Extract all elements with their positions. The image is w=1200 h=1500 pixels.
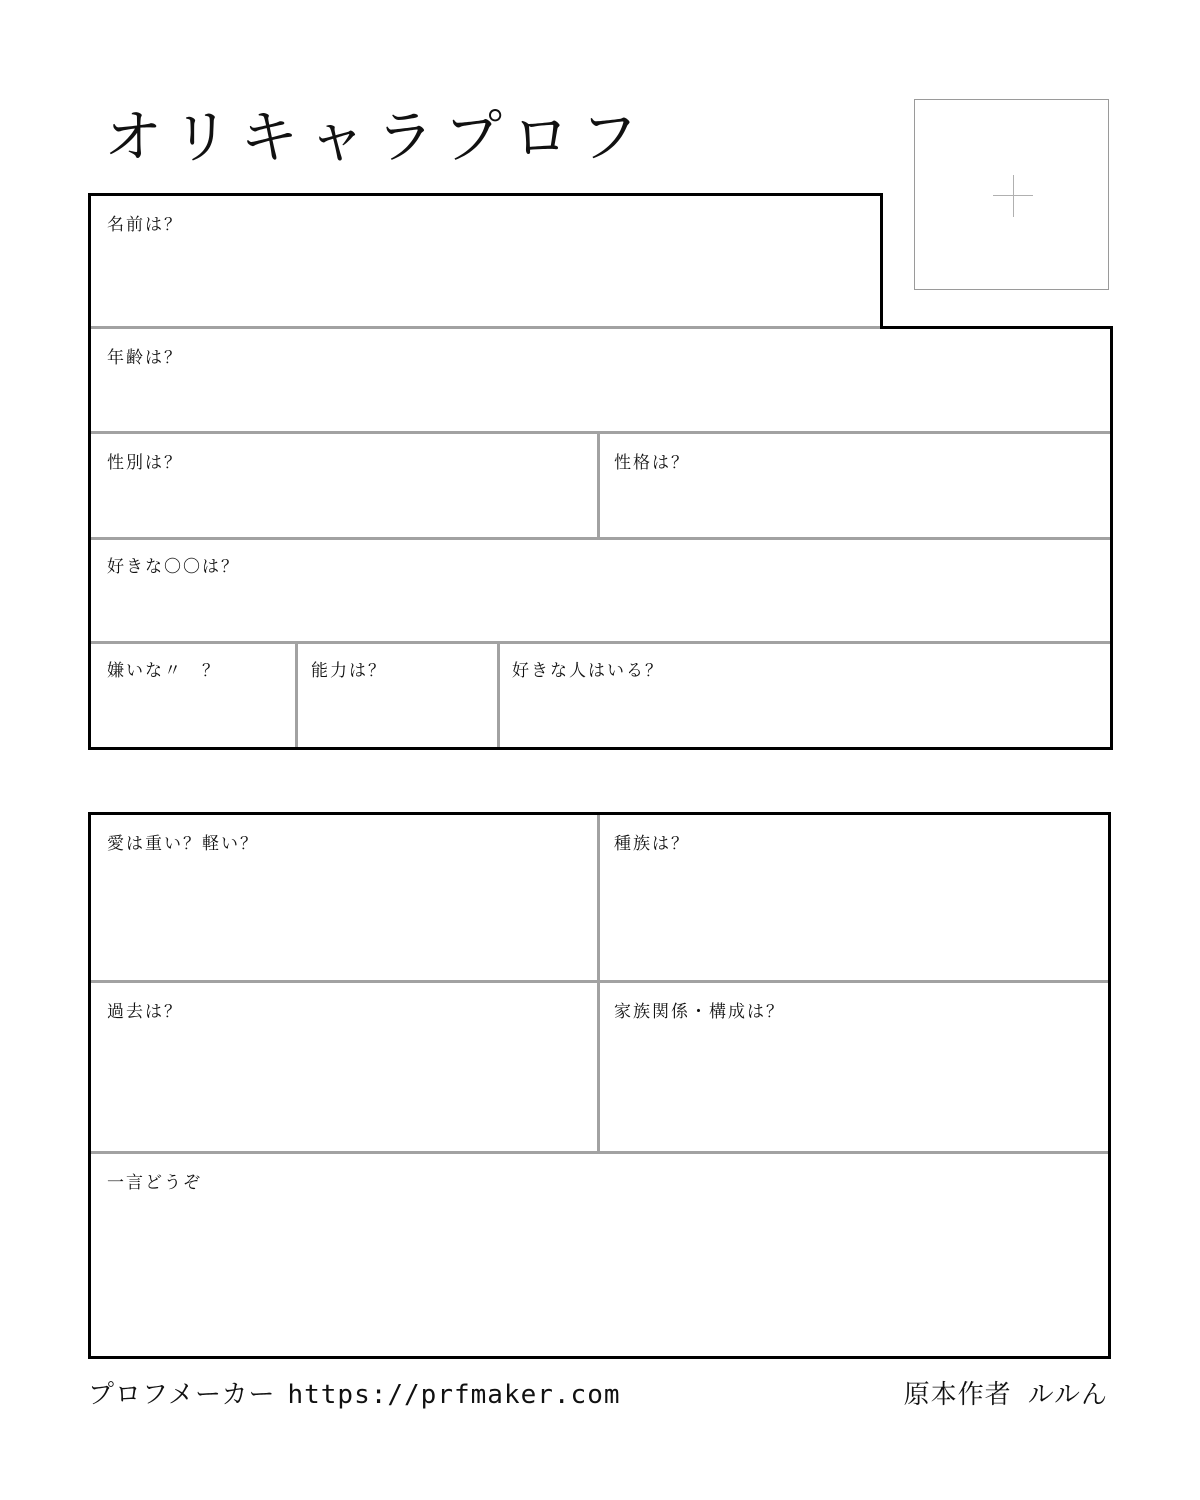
page-title: オリキャラプロフ	[104, 103, 649, 171]
message-field[interactable]	[91, 1154, 1108, 1356]
dislike-field[interactable]	[91, 644, 295, 747]
crush-field[interactable]	[500, 644, 1110, 747]
field-label: 嫌いな〃 ？	[107, 661, 221, 681]
footer-credit	[904, 1374, 1108, 1411]
field-label: 能力は？	[311, 661, 387, 681]
plus-icon	[1013, 175, 1014, 217]
photo-upload-box[interactable]	[914, 99, 1109, 290]
favorite-field[interactable]	[91, 540, 1110, 641]
gender-field[interactable]	[91, 434, 597, 537]
field-label: 愛は重い？軽い？	[107, 834, 259, 854]
border	[88, 1356, 1111, 1359]
field-label: 家族関係・構成は？	[614, 1002, 785, 1022]
family-field[interactable]	[600, 983, 1108, 1151]
brand-name: プロフメーカー	[88, 1380, 276, 1410]
age-field[interactable]	[91, 329, 1110, 431]
field-label: 性別は？	[107, 453, 183, 473]
site-link[interactable]: https://prfmaker.com	[287, 1380, 621, 1410]
credit-author: ルルん	[1027, 1380, 1108, 1410]
ability-field[interactable]	[298, 644, 497, 747]
field-label: 種族は？	[614, 834, 690, 854]
border	[880, 193, 883, 329]
field-label: 名前は？	[107, 215, 183, 235]
field-label: 一言どうぞ	[107, 1173, 202, 1193]
personality-field[interactable]	[600, 434, 1110, 537]
race-field[interactable]	[600, 815, 1108, 980]
field-label: 性格は？	[614, 453, 690, 473]
field-label: 好きな〇〇は？	[107, 557, 240, 577]
field-label: 好きな人はいる？	[512, 661, 664, 681]
border	[88, 747, 1113, 750]
past-field[interactable]	[91, 983, 597, 1151]
border	[1110, 326, 1113, 750]
border	[1108, 812, 1111, 1359]
footer-brand	[88, 1374, 621, 1411]
field-label: 過去は？	[107, 1002, 183, 1022]
name-field[interactable]	[91, 196, 880, 326]
credit-label: 原本作者	[903, 1380, 1012, 1410]
field-label: 年齢は？	[107, 348, 183, 368]
love-field[interactable]	[91, 815, 597, 980]
